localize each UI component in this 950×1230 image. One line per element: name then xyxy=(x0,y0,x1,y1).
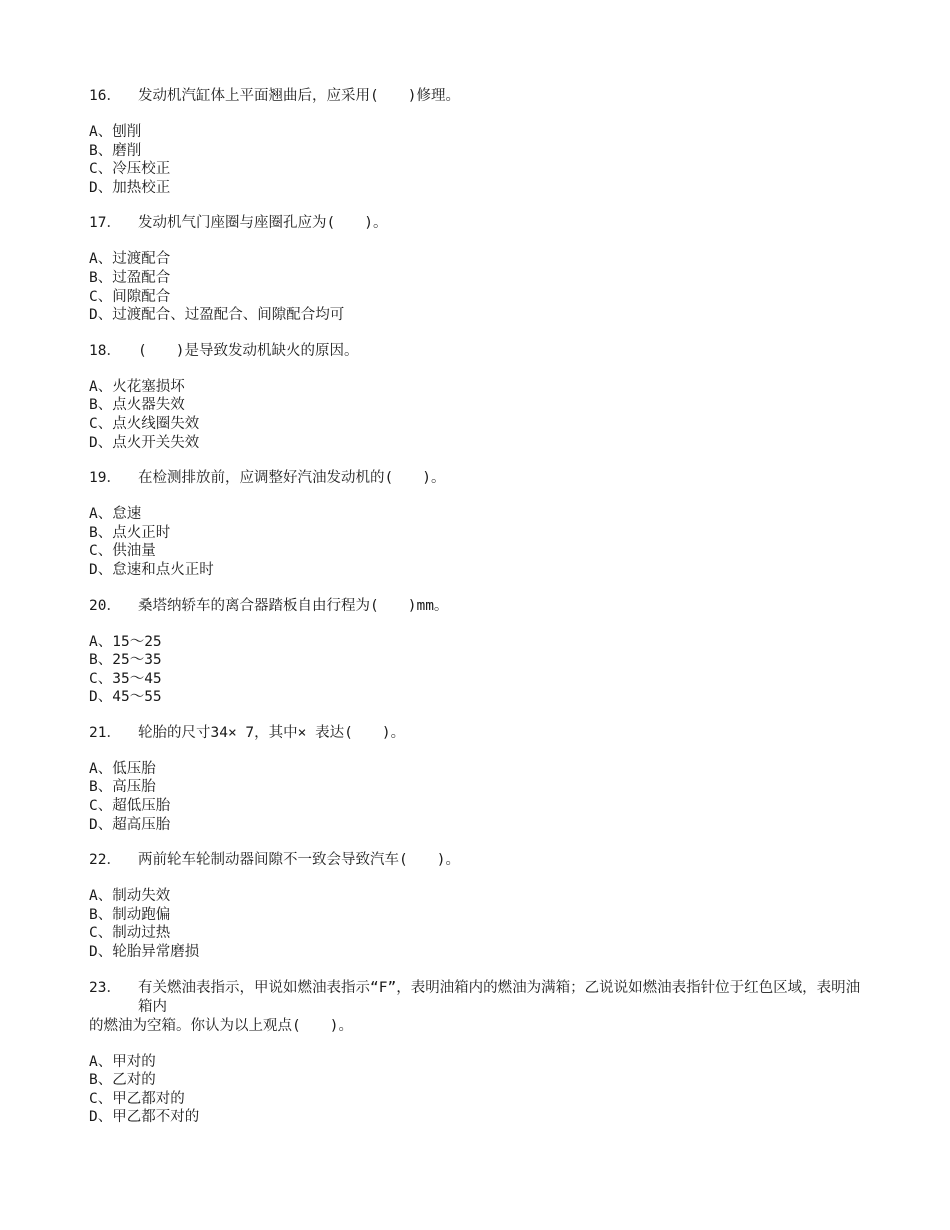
question-text: 轮胎的尺寸34× 7，其中× 表达( )。 xyxy=(138,724,406,741)
question-number: 20． xyxy=(89,597,121,614)
option-a: A、过渡配合 xyxy=(89,251,171,268)
question-number: 23． xyxy=(89,979,121,996)
option-d: D、怠速和点火正时 xyxy=(89,561,214,578)
question-stem xyxy=(89,724,869,743)
option-c: C、冷压校正 xyxy=(89,161,171,178)
question-22 xyxy=(89,851,869,961)
option-c: C、供油量 xyxy=(89,543,156,560)
option-a: A、甲对的 xyxy=(89,1053,156,1070)
question-number: 21． xyxy=(89,724,121,741)
option-list xyxy=(89,633,869,707)
question-number: 17． xyxy=(89,215,121,232)
option-list xyxy=(89,760,869,834)
option-d: D、加热校正 xyxy=(89,179,171,196)
question-20 xyxy=(89,597,869,707)
option-b: B、乙对的 xyxy=(89,1072,156,1089)
question-text: ( )是导致发动机缺火的原因。 xyxy=(138,342,359,359)
option-d: D、超高压胎 xyxy=(89,816,171,833)
option-c: C、点火线圈失效 xyxy=(89,415,200,432)
option-a: A、火花塞损坏 xyxy=(89,378,185,395)
question-text: 发动机汽缸体上平面翘曲后，应采用( )修理。 xyxy=(138,88,460,104)
option-list xyxy=(89,378,869,452)
option-d: D、过渡配合、过盈配合、间隙配合均可 xyxy=(89,307,345,324)
question-19 xyxy=(89,469,869,579)
option-b: B、过盈配合 xyxy=(89,269,171,286)
option-list xyxy=(89,123,869,197)
question-21 xyxy=(89,724,869,834)
option-c: C、间隙配合 xyxy=(89,288,171,305)
option-c: C、35～45 xyxy=(89,670,162,687)
option-a: A、低压胎 xyxy=(89,760,156,777)
option-b: B、点火器失效 xyxy=(89,397,185,414)
option-b: B、高压胎 xyxy=(89,779,156,796)
option-d: D、点火开关失效 xyxy=(89,434,200,451)
question-16 xyxy=(89,87,869,197)
option-a: A、刨削 xyxy=(89,124,142,140)
question-number: 19． xyxy=(89,470,121,487)
option-list xyxy=(89,887,869,961)
option-list xyxy=(89,1053,869,1127)
question-23 xyxy=(89,979,869,1127)
option-c: C、甲乙都对的 xyxy=(89,1090,185,1107)
question-stem xyxy=(89,342,869,361)
option-d: D、甲乙都不对的 xyxy=(89,1109,200,1126)
question-number: 18． xyxy=(89,342,121,359)
question-stem xyxy=(89,87,869,106)
option-d: D、轮胎异常磨损 xyxy=(89,944,200,961)
option-list xyxy=(89,505,869,579)
question-list xyxy=(89,87,869,1144)
option-b: B、制动跑偏 xyxy=(89,906,171,923)
option-b: B、点火正时 xyxy=(89,524,171,541)
question-17 xyxy=(89,214,869,324)
question-18 xyxy=(89,342,869,452)
question-text: 桑塔纳轿车的离合器踏板自由行程为( )mm。 xyxy=(138,597,449,614)
question-stem xyxy=(89,214,869,233)
option-b: B、25～35 xyxy=(89,652,162,669)
question-text: 在检测排放前，应调整好汽油发动机的( )。 xyxy=(138,470,446,487)
option-a: A、制动失效 xyxy=(89,888,171,905)
question-number: 22． xyxy=(89,852,121,869)
option-b: B、磨削 xyxy=(89,142,142,159)
question-stem xyxy=(89,979,869,1036)
question-text: 有关燃油表指示，甲说如燃油表指示“F”，表明油箱内的燃油为满箱；乙说说如燃油表指针位于红色区域，表明油箱内 xyxy=(138,979,861,1015)
question-stem xyxy=(89,597,869,616)
option-a: A、15～25 xyxy=(89,633,162,650)
question-text: 两前轮车轮制动器间隙不一致会导致汽车( )。 xyxy=(138,852,460,869)
question-stem xyxy=(89,851,869,870)
question-stem xyxy=(89,469,869,488)
option-list xyxy=(89,250,869,324)
option-a: A、怠速 xyxy=(89,506,142,523)
question-text: 发动机气门座圈与座圈孔应为( )。 xyxy=(138,215,388,232)
option-d: D、45～55 xyxy=(89,689,162,706)
option-c: C、超低压胎 xyxy=(89,798,171,815)
option-c: C、制动过热 xyxy=(89,925,171,942)
question-text-continuation: 的燃油为空箱。你认为以上观点( )。 xyxy=(89,1017,353,1034)
question-number: 16． xyxy=(89,88,121,104)
